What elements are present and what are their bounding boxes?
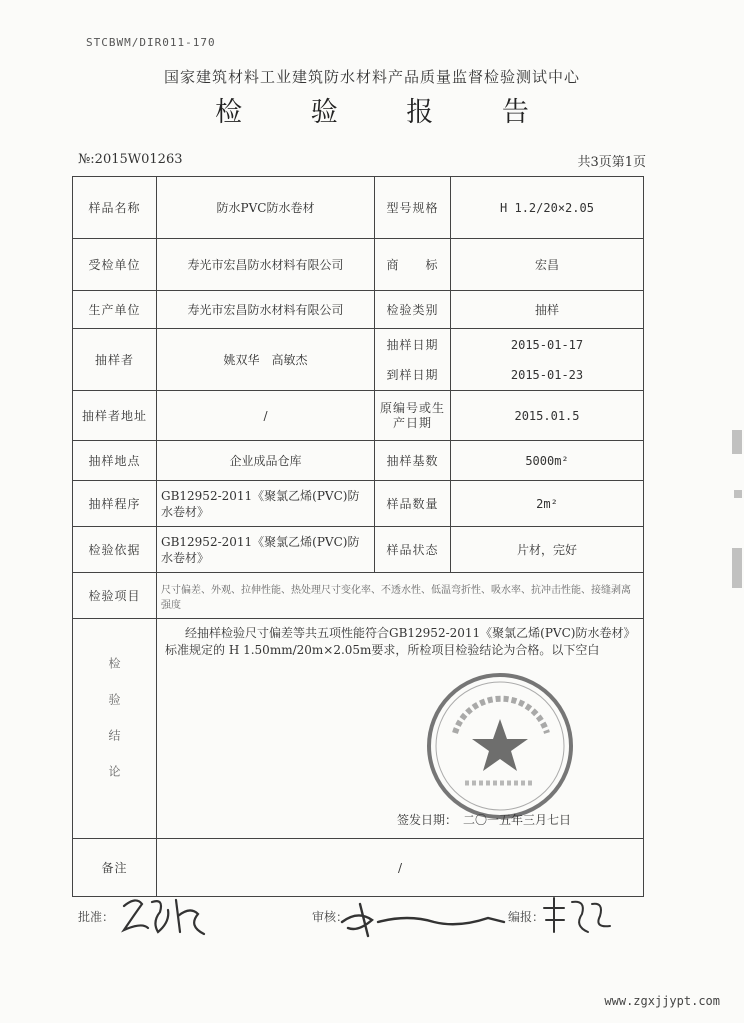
- preparer-signature-icon: [538, 892, 618, 940]
- row-procedure: [73, 481, 644, 527]
- test-type-label: 检验类别: [375, 291, 451, 329]
- row-location: [73, 441, 644, 481]
- row-remarks: [73, 839, 644, 897]
- reviewer-signature-icon: [338, 892, 508, 940]
- row-sampler: [73, 329, 644, 391]
- row-sampler-address: [73, 391, 644, 441]
- state-label: 样品状态: [375, 527, 451, 573]
- report-table: [72, 176, 644, 897]
- state-value: 片材，完好: [451, 527, 644, 573]
- binding-mark-icon: [726, 430, 744, 590]
- review-label: 审核：: [312, 910, 349, 924]
- client-value: 寿光市宏昌防水材料有限公司: [157, 239, 375, 291]
- quantity-value: 2m²: [451, 481, 644, 527]
- arrival-date-value: 2015-01-23: [510, 367, 584, 382]
- sampler-address-value: /: [157, 391, 375, 441]
- conclusion-cell: [157, 619, 644, 839]
- trademark-label: 商 标: [375, 239, 451, 291]
- quantity-label: 样品数量: [375, 481, 451, 527]
- test-type-value: 抽样: [451, 291, 644, 329]
- sample-name-label: 样品名称: [73, 177, 157, 239]
- orig-no-value: 2015.01.5: [451, 391, 644, 441]
- items-value: 尺寸偏差、外观、拉伸性能、热处理尺寸变化率、不透水性、低温弯折性、吸水率、抗冲击性能、接缝剥离强度: [157, 573, 644, 619]
- approver-signature-icon: [118, 892, 210, 940]
- row-producer: [73, 291, 644, 329]
- trademark-value: 宏昌: [451, 239, 644, 291]
- row-sample-name: [73, 177, 644, 239]
- producer-label: 生产单位: [73, 291, 157, 329]
- prepare-label: 编报：: [508, 910, 545, 924]
- sampler-value: 姚双华 高敏杰: [157, 329, 375, 391]
- items-label: 检验项目: [73, 573, 157, 619]
- client-label: 受检单位: [73, 239, 157, 291]
- orig-no-label: 原编号或生产日期: [375, 391, 451, 441]
- sampling-date-label: 抽样日期: [386, 337, 439, 352]
- row-basis: [73, 527, 644, 573]
- page-info: 共3页第1页: [577, 155, 646, 170]
- approve-label: 批准：: [78, 910, 115, 924]
- document-code: STCBWM/DIR011-170: [86, 36, 216, 49]
- sign-date: 签发日期： 二〇一五年三月七日: [396, 813, 571, 827]
- official-seal-icon: [425, 671, 575, 821]
- model-label: 型号规格: [375, 177, 451, 239]
- conclusion-label: 检验结论: [107, 656, 121, 801]
- organization-name: 国家建筑材料工业建筑防水材料产品质量监督检验测试中心: [163, 68, 580, 86]
- procedure-value: GB12952-2011《聚氯乙烯(PVC)防水卷材》: [157, 481, 375, 527]
- remarks-value: /: [157, 839, 644, 897]
- location-value: 企业成品仓库: [157, 441, 375, 481]
- remarks-label: 备注: [73, 839, 157, 897]
- arrival-date-label: 到样日期: [386, 367, 439, 382]
- basis-value: GB12952-2011《聚氯乙烯(PVC)防水卷材》: [157, 527, 375, 573]
- conclusion-label-cell: [73, 619, 157, 839]
- row-client: [73, 239, 644, 291]
- dates-value-cell: [451, 329, 644, 391]
- procedure-label: 抽样程序: [73, 481, 157, 527]
- row-items: [73, 573, 644, 619]
- model-value: H 1.2/20×2.05: [451, 177, 644, 239]
- conclusion-text: 经抽样检验尺寸偏差等共五项性能符合GB12952-2011《聚氯乙烯(PVC)防水卷材》标准规定的 H 1.50mm/20m×2.05m要求，所检项目检验结论为合格。以下空白: [165, 626, 630, 657]
- base-label: 抽样基数: [375, 441, 451, 481]
- row-conclusion: [73, 619, 644, 839]
- report-title: 检 验 报 告: [215, 97, 559, 128]
- basis-label: 检验依据: [73, 527, 157, 573]
- location-label: 抽样地点: [73, 441, 157, 481]
- website-watermark: www.zgxjjypt.com: [604, 994, 720, 1008]
- dates-label-cell: [375, 329, 451, 391]
- sampler-label: 抽样者: [73, 329, 157, 391]
- sampler-address-label: 抽样者地址: [73, 391, 157, 441]
- sampling-date-value: 2015-01-17: [510, 337, 584, 352]
- sample-name-value: 防水PVC防水卷材: [157, 177, 375, 239]
- producer-value: 寿光市宏昌防水材料有限公司: [157, 291, 375, 329]
- report-number: №:2015W01263: [78, 152, 183, 167]
- base-value: 5000m²: [451, 441, 644, 481]
